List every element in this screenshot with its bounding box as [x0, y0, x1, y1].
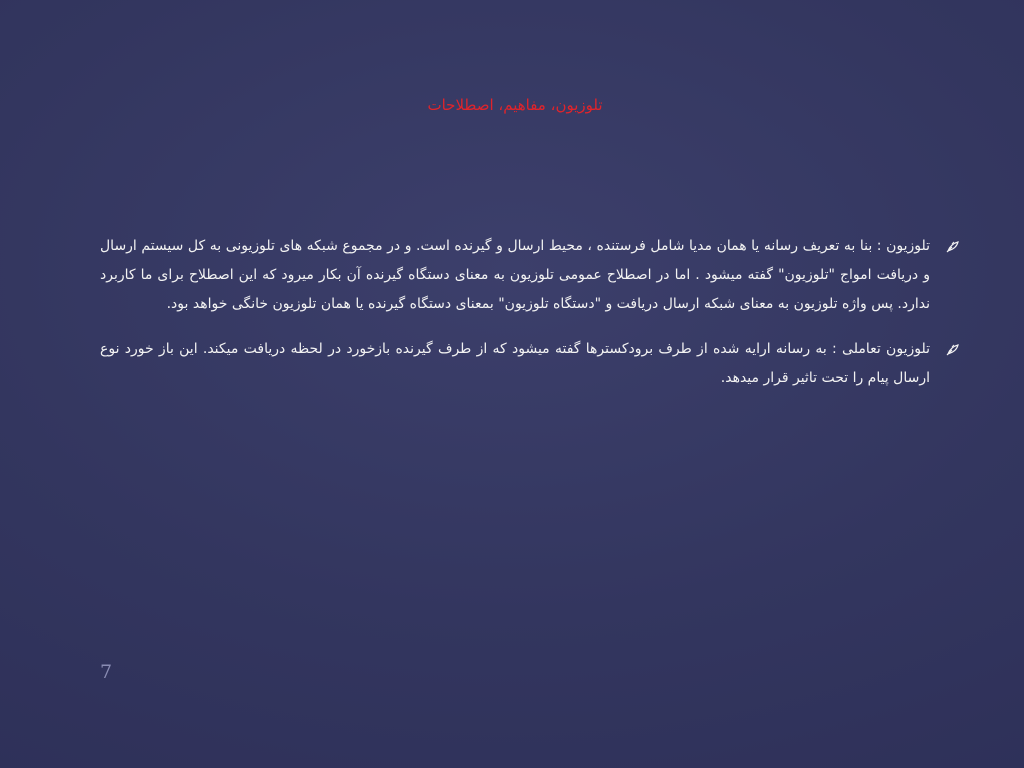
bullet-text: تلوزیون : بنا به تعریف رسانه یا همان مدیا شامل فرستنده ، محیط ارسال و گیرنده است. و در مجموع شبکه های تلوزیونی به کل سیستم ارسال و دریافت امواج "تلوزیون" گفته میشود . اما در اصطلاح عمومی تلوزیون به معنای دستگاه گیرنده آن بکار میرود که این اصطلاح برای ما کاربرد ندارد. پس واژه تلوزیون به معنای شبکه ارسال دریافت و "دستگاه تلوزیون" بمعنای دستگاه گیرنده یا همان تلوزیون خانگی خواهد بود. [100, 238, 930, 312]
bullet-item [100, 335, 962, 393]
feather-icon [946, 344, 960, 356]
slide-title: تلوزیون، مفاهیم، اصطلاحات [427, 96, 603, 114]
bullet-item [100, 232, 962, 319]
bullet-text: تلوزیون تعاملی : به رسانه ارایه شده از طرف برودکسترها گفته میشود که از طرف گیرنده بازخورد در لحظه دریافت میکند. این باز خورد نوع ارسال پیام را تحت تاثیر قرار میدهد. [100, 341, 930, 386]
page-number: 7 [100, 661, 113, 683]
feather-icon [946, 241, 960, 253]
slide-content [100, 232, 962, 409]
